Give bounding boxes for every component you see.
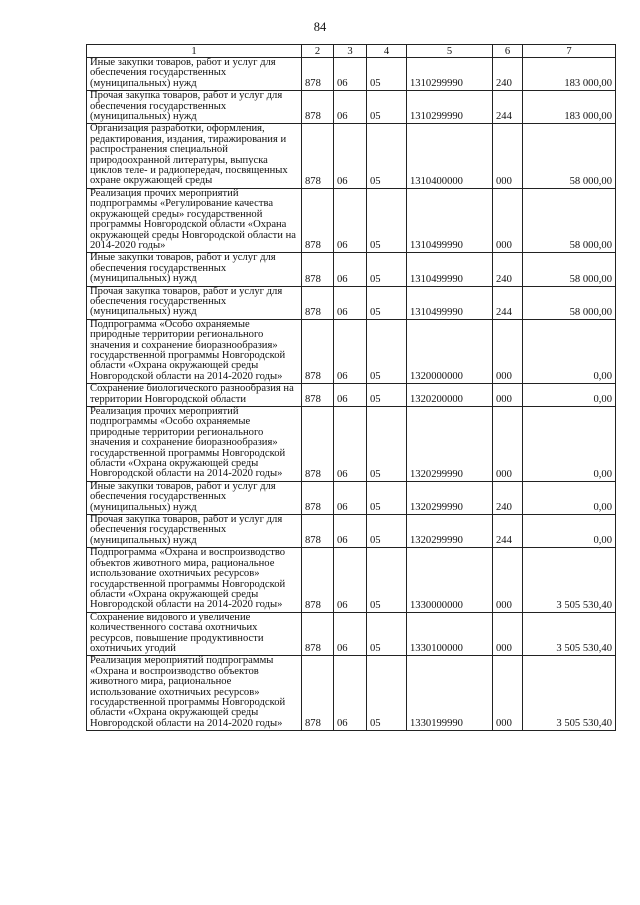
- row-amount: 58 000,00: [523, 286, 616, 319]
- column-header-6: 6: [493, 45, 523, 58]
- row-section: 06: [334, 548, 367, 612]
- table-row: [87, 612, 616, 656]
- row-expense-type: 240: [493, 58, 523, 91]
- row-section: 06: [334, 407, 367, 482]
- row-name: Реализация мероприятий подпрограммы «Охрана и воспроизводство объектов животного мира, рациональное использование охотничьих ресурсов» государственной программы Новгородской области «Охрана окружающей среды Новгородской области на 2014-2020 годы»: [87, 656, 302, 731]
- table-row: [87, 548, 616, 612]
- row-expense-type: 000: [493, 612, 523, 656]
- row-target-article: 1320299990: [407, 515, 493, 548]
- row-amount: 58 000,00: [523, 188, 616, 252]
- table-row: [87, 58, 616, 91]
- row-amount: 183 000,00: [523, 58, 616, 91]
- row-subsection: 05: [367, 407, 407, 482]
- row-admin-code: 878: [302, 548, 334, 612]
- row-section: 06: [334, 286, 367, 319]
- row-subsection: 05: [367, 286, 407, 319]
- row-expense-type: 240: [493, 481, 523, 514]
- row-expense-type: 244: [493, 286, 523, 319]
- row-section: 06: [334, 188, 367, 252]
- row-admin-code: 878: [302, 515, 334, 548]
- row-subsection: 05: [367, 319, 407, 383]
- table-row: [87, 286, 616, 319]
- row-section: 06: [334, 515, 367, 548]
- row-expense-type: 000: [493, 319, 523, 383]
- row-expense-type: 244: [493, 515, 523, 548]
- row-amount: 0,00: [523, 481, 616, 514]
- row-section: 06: [334, 384, 367, 407]
- row-amount: 0,00: [523, 319, 616, 383]
- row-subsection: 05: [367, 124, 407, 188]
- row-amount: 0,00: [523, 407, 616, 482]
- row-amount: 58 000,00: [523, 124, 616, 188]
- row-target-article: 1330199990: [407, 656, 493, 731]
- row-subsection: 05: [367, 481, 407, 514]
- table-row: [87, 656, 616, 731]
- row-section: 06: [334, 253, 367, 286]
- table-row: [87, 91, 616, 124]
- column-header-2: 2: [302, 45, 334, 58]
- row-name: Сохранение биологического разнообразия на территории Новгородской области: [87, 384, 302, 407]
- row-name: Подпрограмма «Особо охраняемые природные территории регионального значения и сохранение биоразнообразия» государственной программы Новгородской области «Охрана окружающей среды Новгородской области на 2014-2020 годы»: [87, 319, 302, 383]
- row-admin-code: 878: [302, 481, 334, 514]
- row-expense-type: 000: [493, 548, 523, 612]
- row-admin-code: 878: [302, 656, 334, 731]
- row-target-article: 1310499990: [407, 253, 493, 286]
- table-row: [87, 124, 616, 188]
- row-expense-type: 000: [493, 407, 523, 482]
- row-expense-type: 000: [493, 384, 523, 407]
- row-section: 06: [334, 656, 367, 731]
- row-section: 06: [334, 612, 367, 656]
- row-subsection: 05: [367, 515, 407, 548]
- row-subsection: 05: [367, 612, 407, 656]
- row-admin-code: 878: [302, 58, 334, 91]
- row-target-article: 1320299990: [407, 407, 493, 482]
- table-row: [87, 481, 616, 514]
- row-expense-type: 000: [493, 124, 523, 188]
- row-name: Прочая закупка товаров, работ и услуг для обеспечения государственных (муниципальных) нужд: [87, 286, 302, 319]
- table-body: [87, 58, 616, 731]
- table-row: [87, 253, 616, 286]
- row-target-article: 1320299990: [407, 481, 493, 514]
- column-header-7: 7: [523, 45, 616, 58]
- row-admin-code: 878: [302, 286, 334, 319]
- row-admin-code: 878: [302, 91, 334, 124]
- row-admin-code: 878: [302, 124, 334, 188]
- row-amount: 3 505 530,40: [523, 612, 616, 656]
- table-row: [87, 384, 616, 407]
- row-subsection: 05: [367, 656, 407, 731]
- row-target-article: 1320200000: [407, 384, 493, 407]
- header-row: [87, 45, 616, 58]
- row-subsection: 05: [367, 548, 407, 612]
- row-name: Сохранение видового и увеличение количественного состава охотничьих ресурсов, повышение продуктивности охотничьих угодий: [87, 612, 302, 656]
- row-amount: 58 000,00: [523, 253, 616, 286]
- budget-table: [86, 44, 616, 731]
- row-target-article: 1310299990: [407, 58, 493, 91]
- row-subsection: 05: [367, 58, 407, 91]
- row-section: 06: [334, 91, 367, 124]
- table-row: [87, 407, 616, 482]
- row-expense-type: 000: [493, 656, 523, 731]
- table-row: [87, 188, 616, 252]
- row-target-article: 1310499990: [407, 188, 493, 252]
- table-row: [87, 515, 616, 548]
- row-name: Прочая закупка товаров, работ и услуг для обеспечения государственных (муниципальных) нужд: [87, 515, 302, 548]
- row-admin-code: 878: [302, 612, 334, 656]
- table-row: [87, 319, 616, 383]
- column-header-1: 1: [87, 45, 302, 58]
- row-admin-code: 878: [302, 384, 334, 407]
- row-amount: 0,00: [523, 515, 616, 548]
- row-name: Иные закупки товаров, работ и услуг для обеспечения государственных (муниципальных) нужд: [87, 58, 302, 91]
- row-admin-code: 878: [302, 407, 334, 482]
- row-amount: 3 505 530,40: [523, 656, 616, 731]
- row-name: Реализация прочих мероприятий подпрограммы «Регулирование качества окружающей среды» государственной программы Новгородской области «Охрана окружающей среды Новгородской области на 2014-2020 годы»: [87, 188, 302, 252]
- row-name: Организация разработки, оформления, редактирования, издания, тиражирования и распространения специальной природоохранной литературы, выпуска циклов теле- и радиопередач, посвященных охране окружающей среды: [87, 124, 302, 188]
- row-amount: 183 000,00: [523, 91, 616, 124]
- row-target-article: 1330100000: [407, 612, 493, 656]
- row-target-article: 1310499990: [407, 286, 493, 319]
- row-section: 06: [334, 481, 367, 514]
- row-subsection: 05: [367, 253, 407, 286]
- row-expense-type: 000: [493, 188, 523, 252]
- row-subsection: 05: [367, 384, 407, 407]
- row-expense-type: 240: [493, 253, 523, 286]
- row-name: Реализация прочих мероприятий подпрограммы «Особо охраняемые природные территории регионального значения и сохранение биоразнообразия» государственной программы Новгородской области «Охрана окружающей среды Новгородской области на 2014-2020 годы»: [87, 407, 302, 482]
- row-amount: 3 505 530,40: [523, 548, 616, 612]
- row-admin-code: 878: [302, 319, 334, 383]
- column-header-3: 3: [334, 45, 367, 58]
- page-number: 84: [313, 20, 327, 34]
- row-target-article: 1310299990: [407, 91, 493, 124]
- row-name: Иные закупки товаров, работ и услуг для обеспечения государственных (муниципальных) нужд: [87, 481, 302, 514]
- row-section: 06: [334, 58, 367, 91]
- row-admin-code: 878: [302, 188, 334, 252]
- row-target-article: 1310400000: [407, 124, 493, 188]
- row-name: Иные закупки товаров, работ и услуг для обеспечения государственных (муниципальных) нужд: [87, 253, 302, 286]
- row-name: Прочая закупка товаров, работ и услуг для обеспечения государственных (муниципальных) нужд: [87, 91, 302, 124]
- row-target-article: 1320000000: [407, 319, 493, 383]
- row-admin-code: 878: [302, 253, 334, 286]
- row-subsection: 05: [367, 188, 407, 252]
- row-expense-type: 244: [493, 91, 523, 124]
- row-section: 06: [334, 124, 367, 188]
- row-section: 06: [334, 319, 367, 383]
- row-subsection: 05: [367, 91, 407, 124]
- row-name: Подпрограмма «Охрана и воспроизводство объектов животного мира, рациональное использование охотничьих ресурсов» государственной программы Новгородской области «Охрана окружающей среды Новгородской области на 2014-2020 годы»: [87, 548, 302, 612]
- row-target-article: 1330000000: [407, 548, 493, 612]
- column-header-4: 4: [367, 45, 407, 58]
- column-header-5: 5: [407, 45, 493, 58]
- row-amount: 0,00: [523, 384, 616, 407]
